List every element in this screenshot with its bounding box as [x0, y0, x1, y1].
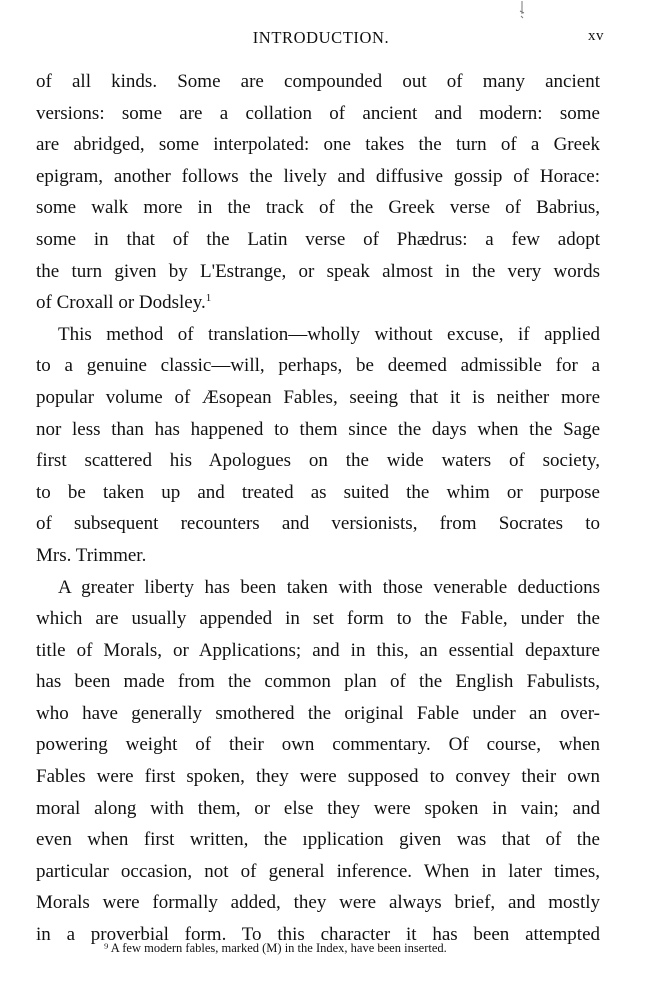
text-line: epigram, another follows the lively and diffusive gossip of Horace:: [36, 165, 600, 187]
text-line: popular volume of Æsopean Fables, seeing that it is neither more: [36, 386, 600, 408]
text-line: [36, 287, 600, 319]
text-line: some in that of the Latin verse of Phædrus: a few adopt: [36, 228, 600, 250]
running-title: INTRODUCTION.: [252, 28, 390, 47]
text-line: the turn given by L'Estrange, or speak almost in the very words: [36, 260, 600, 282]
text-line: of all kinds. Some are compounded out of many ancient: [36, 71, 600, 92]
text-line: moral along with them, or else they were spoken in vain; and: [36, 797, 600, 819]
text-line: some walk more in the track of the Greek verse of Babrius,: [36, 197, 600, 219]
text-line: to a genuine classic—will, perhaps, be deemed admissible for a: [36, 355, 600, 377]
page-header: [38, 24, 604, 48]
text-line: to be taken up and treated as suited the whim or purpose: [36, 481, 600, 503]
footnote: ⁹ A few modern fables, marked (M) in the Index, have been inserted.: [104, 941, 447, 955]
text-line: are abridged, some interpolated: one takes the turn of a Greek: [36, 134, 600, 156]
ink-mark: [518, 0, 526, 20]
text-line: particular occasion, not of general inference. When in later times,: [36, 860, 600, 882]
text-line: has been made from the common plan of the English Fabulists,: [36, 671, 600, 693]
text-line: This method of translation—wholly without excuse, if applied: [58, 323, 600, 345]
text-line: of subsequent recounters and versionists, from Socrates to: [36, 513, 600, 535]
text-line: A greater liberty has been taken with those venerable deductions: [58, 576, 600, 598]
text-line: who have generally smothered the original Fable under an over-: [36, 702, 600, 724]
text-line-content: of Croxall or Dodsley.: [36, 292, 206, 314]
text-line: which are usually appended in set form to the Fable, under the: [36, 608, 600, 630]
text-line: in a proverbial form. To this character it has been attempted: [36, 924, 600, 946]
text-line: Morals were formally added, they were always brief, and mostly: [36, 892, 600, 914]
text-line: even when first written, the ıpplication given was that of the: [36, 829, 600, 851]
text-line: versions: some are a collation of ancient and modern: some: [36, 102, 600, 124]
footnote-reference: 1: [205, 292, 212, 305]
text-line: powering weight of their own commentary. Of course, when: [36, 734, 600, 756]
body-text: [36, 66, 600, 951]
page-number: xv: [588, 28, 604, 44]
text-line: Fables were first spoken, they were supposed to convey their own: [36, 766, 600, 788]
text-line: title of Morals, or Applications; and in this, an essential depaxture: [36, 639, 600, 661]
text-line: first scattered his Apologues on the wide waters of society,: [36, 450, 600, 472]
text-line: Mrs. Trimmer.: [36, 544, 147, 566]
text-line: nor less than has happened to them since the days when the Sage: [36, 418, 600, 440]
